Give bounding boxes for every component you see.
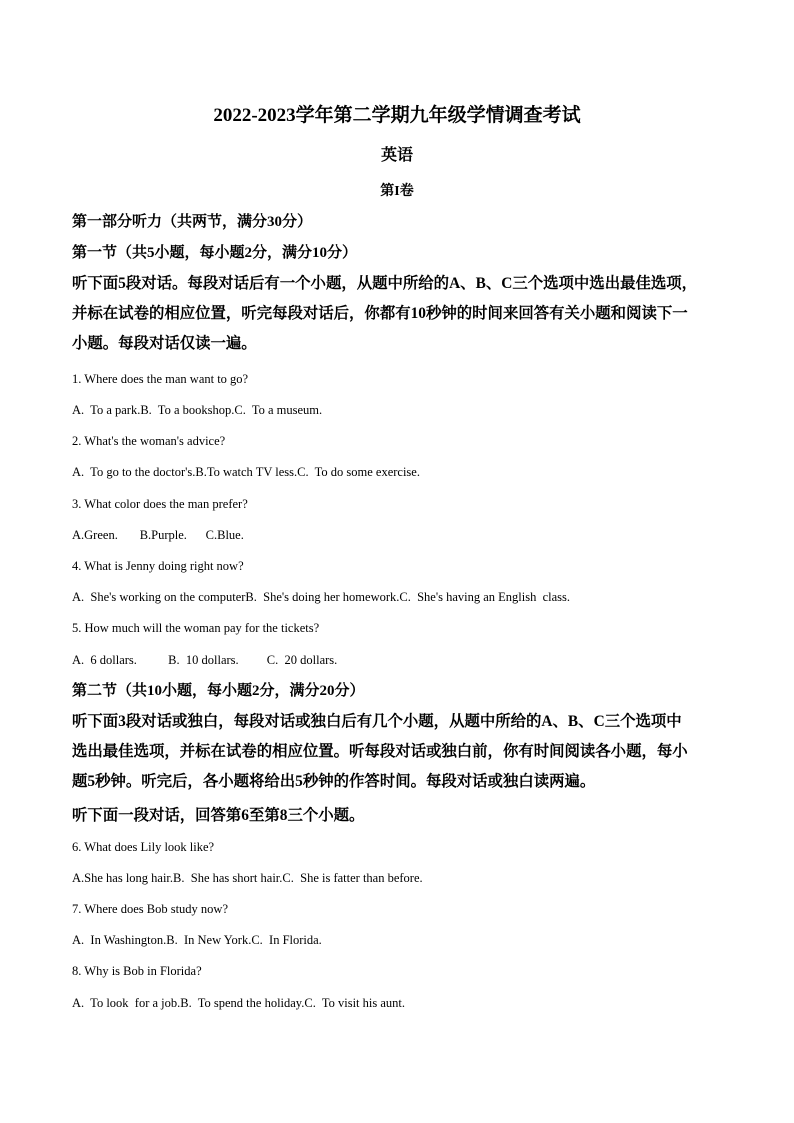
question-4: 4. What is Jenny doing right now? (72, 559, 244, 573)
question-4-options: A. She's working on the computerB. She's doing her homework.C. She's having an English class. (72, 590, 571, 604)
question-2-options: A. To go to the doctor's.B.To watch TV less.C. To do some exercise. (72, 465, 420, 479)
instruction-line: 选出最佳选项，并标在试卷的相应位置。听每段对话或独白前，你有时间阅读各小题，每小 (72, 743, 688, 760)
dialog-intro: 听下面一段对话，回答第6至第8三个小题。 (72, 807, 365, 824)
question-1: 1. Where does the man want to go? (72, 372, 249, 386)
question-5: 5. How much will the woman pay for the tickets? (72, 621, 320, 635)
instruction-line: 听下面3段对话或独白，每段对话或独白后有几个小题，从题中所给的A、B、C三个选项中 (72, 713, 682, 730)
section2-heading: 第二节（共10小题，每小题2分，满分20分） (72, 683, 365, 699)
instruction-line: 小题。每段对话仅读一遍。 (72, 335, 257, 352)
part1-heading: 第一部分听力（共两节，满分30分） (72, 214, 313, 230)
question-8: 8. Why is Bob in Florida? (72, 964, 202, 978)
section1-heading: 第一节（共5小题，每小题2分，满分10分） (72, 245, 358, 261)
question-2: 2. What's the woman's advice? (72, 434, 226, 448)
instruction-line: 并标在试卷的相应位置，听完每段对话后，你都有10秒钟的时间来回答有关小题和阅读下一 (72, 305, 688, 322)
section2-instructions (72, 707, 722, 797)
exam-volume: 第I卷 (380, 184, 414, 199)
exam-title: 2022-2023学年第二学期九年级学情调查考试 (213, 105, 581, 126)
exam-subject: 英语 (380, 147, 413, 164)
question-7-options: A. In Washington.B. In New York.C. In Florida. (72, 933, 322, 947)
question-6: 6. What does Lily look like? (72, 840, 215, 854)
question-3: 3. What color does the man prefer? (72, 497, 248, 511)
instruction-line: 题5秒钟。听完后，各小题将给出5秒钟的作答时间。每段对话或独白读两遍。 (72, 773, 596, 790)
question-7: 7. Where does Bob study now? (72, 902, 228, 916)
question-5-options: A. 6 dollars. B. 10 dollars. C. 20 dollars. (72, 653, 338, 667)
question-8-options: A. To look for a job.B. To spend the holiday.C. To visit his aunt. (72, 996, 406, 1010)
question-6-options: A.She has long hair.B. She has short hair.C. She is fatter than before. (72, 871, 423, 885)
question-1-options: A. To a park.B. To a bookshop.C. To a museum. (72, 403, 323, 417)
section1-instructions (72, 269, 722, 359)
instruction-line: 听下面5段对话。每段对话后有一个小题，从题中所给的A、B、C三个选项中选出最佳选项， (72, 275, 698, 292)
question-3-options: A.Green. B.Purple. C.Blue. (72, 528, 244, 542)
